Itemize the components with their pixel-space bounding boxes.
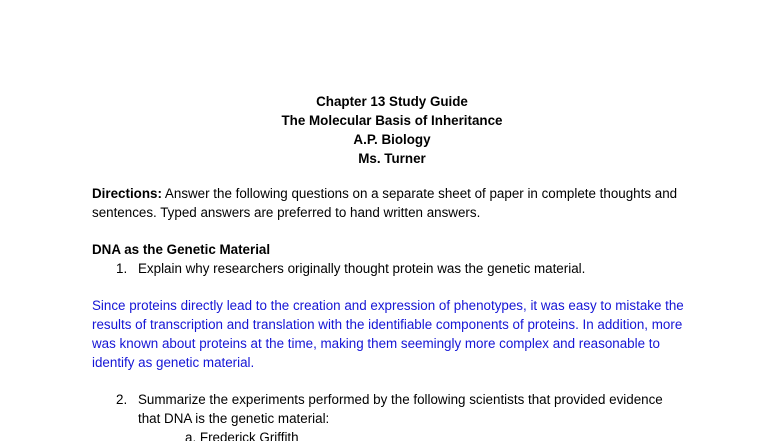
directions-paragraph bbox=[92, 184, 702, 222]
teacher-name: Ms. Turner bbox=[358, 151, 426, 166]
title-block bbox=[0, 92, 784, 168]
question-number: 2. bbox=[116, 392, 128, 407]
question-text-line1: Summarize the experiments performed by the following scientists that provided evidence bbox=[138, 392, 663, 407]
subitem-a: a. Frederick Griffith bbox=[185, 430, 299, 441]
answer-1: Since proteins directly lead to the creation and expression of phenotypes, it was easy to mistake the results of transcription and translation with the identifiable components of proteins. In addition, more was known about proteins at the time, making them seemingly more complex and reasonable to identify as genetic material. bbox=[92, 298, 684, 370]
chapter-title: Chapter 13 Study Guide bbox=[316, 94, 468, 109]
question-number: 1. bbox=[116, 261, 128, 276]
question-text-line2: that DNA is the genetic material: bbox=[138, 411, 330, 426]
course-name: A.P. Biology bbox=[353, 132, 431, 147]
section-heading: DNA as the Genetic Material bbox=[92, 242, 271, 257]
directions-text: Answer the following questions on a separate sheet of paper in complete thoughts and sentences. Typed answers are preferred to hand written answers. bbox=[92, 186, 678, 220]
chapter-subtitle: The Molecular Basis of Inheritance bbox=[281, 113, 503, 128]
directions-label: Directions: bbox=[92, 186, 162, 201]
question-1 bbox=[116, 259, 706, 278]
question-2 bbox=[116, 390, 706, 428]
question-text: Explain why researchers originally thought protein was the genetic material. bbox=[138, 261, 586, 276]
